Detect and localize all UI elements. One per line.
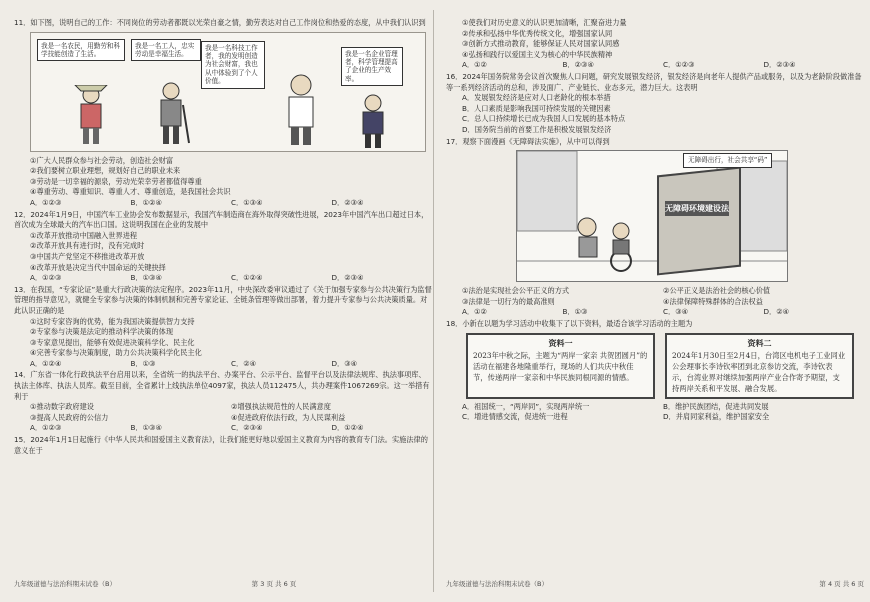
choice-b[interactable]: B．①③: [130, 358, 156, 368]
question-18: [446, 319, 864, 423]
choice-d[interactable]: D．②③④: [331, 273, 364, 283]
choice-d[interactable]: D．③④: [331, 358, 358, 368]
question-14-option-3: ③提高人民政府的公信力: [30, 412, 109, 422]
worker-figure-icon: [151, 81, 191, 147]
question-16-option-c[interactable]: C．总人口持续增长已成为我国人口发展的基本特点: [462, 114, 626, 124]
question-17-option-2: ②公平正义是法治社会的核心价值: [663, 286, 771, 296]
street-scene-icon: [517, 151, 787, 281]
question-16-option-a[interactable]: A．发展银发经济是应对人口老龄化的根本举措: [462, 93, 611, 103]
question-17-stem: 17．观察下面漫画《无障碍法实施》，从中可以得到: [446, 136, 610, 146]
question-17-choices: [446, 307, 864, 318]
footer-page-number: 第 3 页 共 6 页: [251, 580, 297, 589]
material-one: [466, 333, 655, 399]
question-11-option-3: ③劳动是一切幸福的源泉，劳动光荣幸劳者都值得尊重: [30, 176, 202, 186]
question-13: [14, 285, 432, 370]
choice-d[interactable]: D．②④: [763, 307, 790, 317]
choice-b[interactable]: B．①③: [562, 307, 588, 317]
manager-figure-icon: [351, 93, 395, 149]
farmer-figure-icon: [71, 85, 111, 147]
question-14-option-2: ②增强执法规范性的人民满意度: [231, 402, 331, 412]
question-11-stem: 11．如下图，说明自己的工作：不同岗位的劳动者都既以光荣自豪之情，勤劳表达对自己工作岗位和热爱的态度，从中我们认识到: [14, 18, 426, 27]
question-12-option-2: ②改革开放具有进行时，没有完成时: [30, 241, 145, 251]
question-11-choices: [14, 198, 432, 209]
question-17-options: [446, 286, 864, 307]
choice-d[interactable]: D．①②④: [331, 423, 364, 433]
choice-b[interactable]: B．维护民族团结，促进共同发展: [663, 401, 769, 411]
material-two: [665, 333, 854, 399]
right-page-footer: [446, 579, 864, 590]
material-two-text: 2024年1月30日至2月4日，台湾区电机电子工业同业公会理事长李诗钦率团到北京参访交流，李诗钦表示，台湾业界对继续加强两岸产业合作寄予期望，支持两岸关系和平发展、融合发展。: [672, 350, 846, 393]
choice-a[interactable]: A．①②: [462, 60, 487, 70]
choice-b[interactable]: B．①③④: [130, 423, 162, 433]
question-16: [446, 72, 864, 136]
material-one-text: 2023年中秋之际，主题为“两岸一家亲 共贺团圆月”的活动在福建各地隆重举行，现场的人们共庆中秋佳节，传递两岸一家亲和中华民族同根同源的情感。: [473, 350, 648, 382]
question-16-stem: 16．2024年国务院常务会议首次聚焦人口问题，研究发展银发经济，银发经济是向老年人提供产品或服务，以及为老龄阶段做准备等一系列经济活动的总和，涉及面广、产业链长、业态多元，潜力巨大。这表明: [446, 71, 862, 92]
material-two-title: 资料二: [747, 337, 772, 348]
question-15-option-2: ②传承和弘扬中华优秀传统文化，增强国家认同: [462, 28, 613, 38]
choice-d[interactable]: D．②③④: [763, 60, 796, 70]
choice-b[interactable]: B．①②④: [130, 197, 162, 207]
question-17: [446, 137, 864, 318]
question-17-option-3: ③法律是一切行为的最高准则: [462, 296, 555, 306]
right-page: [446, 18, 864, 590]
question-17-cartoon: [516, 150, 788, 282]
question-14-choices: [14, 423, 432, 434]
farmer-bubble: 我是一名农民，用勤劳和科学技能创造了生活。: [37, 39, 125, 62]
scientist-figure-icon: [271, 73, 331, 147]
footer-title: 九年级道德与法治科期末试卷（B）: [14, 580, 116, 589]
question-12-option-4: ④改革开放是决定当代中国命运的关键抉择: [30, 262, 166, 272]
choice-b[interactable]: B．①③④: [130, 273, 162, 283]
question-18-choices: [446, 402, 864, 423]
left-page: [14, 18, 432, 590]
book-speech-bubble: 无障碍出行，社会共享“码”: [683, 153, 772, 168]
question-15-continued: [446, 18, 864, 71]
question-14-option-1: ①推动数字政府建设: [30, 402, 94, 412]
question-18-stem: 18．小新在以题为学习活动中收集下了以下资料，最适合该学习活动的主题为: [446, 318, 693, 328]
choice-c[interactable]: C．①②③: [663, 60, 695, 70]
question-13-option-3: ③专家意见提出，能够有效促进决策科学化、民主化: [30, 337, 195, 347]
choice-c[interactable]: C．①③④: [231, 197, 263, 207]
choice-c[interactable]: C．③④: [663, 307, 689, 317]
question-14-options: [14, 402, 432, 423]
choice-a[interactable]: A．①②③: [30, 273, 62, 283]
question-14-option-4: ④促进政府依法行政，为人民谋利益: [231, 412, 346, 422]
question-16-option-b[interactable]: B．人口素质是影响我国可持续发展的关键因素: [462, 103, 611, 113]
question-15-option-1: ①使我们对历史意义的认识更加清晰，汇聚奋进力量: [462, 18, 627, 27]
question-15-stem: 15．2024年1月1日起施行《中华人民共和国爱国主义教育法》，让我们能更好地以爱国主义教育为内容的教育专门法。实施法律的意义在于: [14, 435, 428, 455]
question-13-option-1: ①这时专家咨询的优势，能为我国决策提供智力支持: [30, 316, 195, 326]
question-14: [14, 370, 432, 434]
manager-bubble: 我是一名企业管理者，科学管理提高了企业的生产效率。: [341, 47, 403, 87]
question-12-choices: [14, 273, 432, 284]
question-15-option-4: ④弘扬和践行以爱国主义为核心的中华民族精神: [462, 49, 613, 59]
page-divider: [433, 10, 434, 592]
question-11-option-2: ②我们要树立职业理想，规划好自己的职业未来: [30, 166, 181, 176]
choice-a[interactable]: A．①②④: [30, 358, 62, 368]
question-12-stem: 12．2024年1月9日，中国汽车工业协会发布数据显示，我国汽车制造商在海外取得突破性进展，2023年中国汽车出口超过日本，首次成为全球最大的汽车出口国。这说明我国在企业的发展中: [14, 209, 429, 230]
law-book-icon: [657, 167, 741, 276]
question-11-option-4: ④尊重劳动、尊重知识、尊重人才、尊重创造，是我国社会共识: [30, 187, 231, 197]
choice-c[interactable]: C．①②④: [231, 273, 263, 283]
question-15-choices: [446, 60, 864, 71]
question-17-option-1: ①法治是实现社会公平正义的方式: [462, 286, 570, 296]
footer-page-number: 第 4 页 共 6 页: [819, 580, 864, 589]
question-13-stem: 13．在我国，“专家论证”是重大行政决策的法定程序。2023年11月，中央深改委审议通过了《关于加强专家参与公共决策行为监督管理的指导意见》，就健全专家参与决策的体制机制和完善专家论证、全链条管理等做出部署，着力提升专家参与公共决策质量。对此认识正确的是: [14, 284, 432, 315]
question-14-stem: 14．广东省一体化行政执法平台启用以来，全省统一的执法平台、办案平台、公示平台、监督平台以及法律法规库、执法事项库、执法主体库、执法人员库。截至目前，全省累计上线执法单位4097家，执法人员112475人，共办理案件1067269宗。这一举措有利于: [14, 370, 430, 401]
choice-a[interactable]: A．祖国统一，“两岸同”，实现两岸统一: [462, 401, 590, 411]
question-11-cartoon: [30, 32, 426, 152]
choice-a[interactable]: A．①②: [462, 307, 487, 317]
choice-a[interactable]: A．①②③: [30, 423, 62, 433]
choice-b[interactable]: B．②③④: [562, 60, 594, 70]
question-15: [14, 435, 432, 456]
question-12-option-1: ①改革开放推动中国融入世界进程: [30, 230, 138, 240]
choice-c[interactable]: C．增进情感交流，促进统一进程: [462, 412, 568, 422]
question-11: [14, 18, 432, 209]
question-13-option-4: ④完善专家参与决策制度，助力公共决策科学化民主化: [30, 348, 202, 358]
left-page-footer: [14, 579, 432, 590]
material-one-title: 资料一: [548, 337, 573, 348]
question-18-materials: [466, 333, 854, 399]
question-12: [14, 210, 432, 284]
question-13-option-2: ②专家参与决策是法定的推动科学决策的体现: [30, 327, 174, 337]
question-11-option-1: ①广大人民群众参与社会劳动，创造社会财富: [30, 155, 174, 165]
choice-c[interactable]: C．②③④: [231, 423, 263, 433]
choice-d[interactable]: D．②③④: [331, 197, 364, 207]
footer-title: 九年级道德与法治科期末试卷（B）: [446, 580, 548, 589]
question-15-option-3: ③创新方式推动教育，能够保证人民对国家认同感: [462, 39, 620, 49]
choice-a[interactable]: A．①②③: [30, 197, 62, 207]
worker-bubble: 我是一名工人，忠实劳动是幸福生活。: [131, 39, 201, 62]
question-17-option-4: ④法律保障特殊群体的合法权益: [663, 296, 763, 306]
choice-d[interactable]: D．并肩同家利益，维护国家安全: [663, 412, 770, 422]
question-16-option-d[interactable]: D．国务院当前的首要工作是积极发展银发经济: [462, 124, 612, 134]
law-book-title: 无障碍环境建设法: [665, 201, 729, 216]
question-13-choices: [14, 359, 432, 370]
scientist-bubble: 我是一名科技工作者，我的发明创造为社会财富，我也从中体验到了个人价值。: [201, 41, 265, 89]
question-12-option-3: ③中国共产党坚定不移推进改革开放: [30, 251, 145, 261]
choice-c[interactable]: C．②④: [231, 358, 257, 368]
